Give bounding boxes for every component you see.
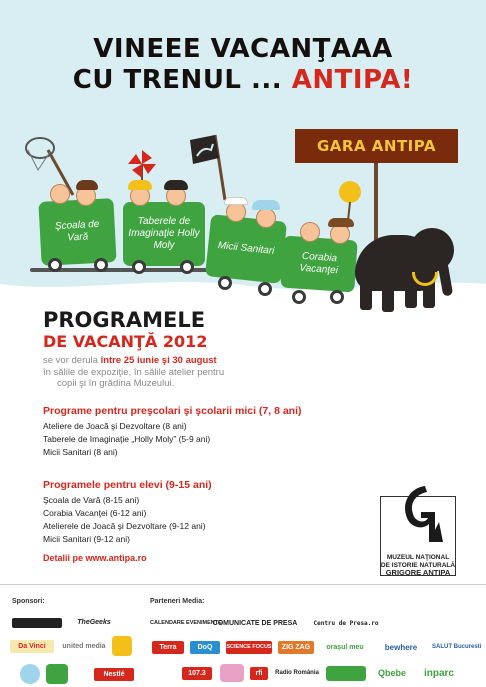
section-title-prescolari: Programe pentru preşcolari şi şcolarii mici (7, 8 ani) xyxy=(43,405,302,417)
partner-logo xyxy=(326,666,366,681)
list-item: Corabia Vacanţei (6-12 ani) xyxy=(43,508,147,518)
partner-logo-terra: Terra xyxy=(152,641,184,654)
train-wheel xyxy=(94,258,108,272)
train-car-corabia-vacantei xyxy=(280,235,357,292)
gara-antipa-sign: GARA ANTIPA xyxy=(295,129,458,163)
intro-prefix: se vor derula xyxy=(43,355,101,366)
kid-face xyxy=(330,224,350,244)
intro-dates: între 25 iunie şi 30 august xyxy=(100,355,217,366)
list-item: Micii Sanitari (8 ani) xyxy=(43,447,118,457)
train-car-scoala-de-vara xyxy=(38,198,116,266)
partner-logo-qbebe: Qbebe xyxy=(377,668,406,678)
programs-intro xyxy=(43,355,303,390)
kid-face xyxy=(300,222,320,242)
train-wheel xyxy=(330,290,344,304)
headline-line-1: VINEEE VACANŢAAA xyxy=(93,34,393,64)
dinosaur-flag-icon xyxy=(185,130,235,200)
kid-face xyxy=(50,184,70,204)
kid-hair xyxy=(164,180,188,190)
partner-logo-centrudepresa: Centru de Presa.ro xyxy=(313,620,379,627)
partner-logo-inparc: inparc xyxy=(423,668,454,679)
partner-logo-salut: SALUT Bucuresti xyxy=(432,644,482,650)
train-car-label: Şcoala de Vară xyxy=(54,218,100,244)
mammoth-leg xyxy=(405,280,417,308)
museum-name-line-1: MUZEUL NAŢIONAL xyxy=(386,554,450,561)
partners-label: Parteneri Media: xyxy=(150,598,205,605)
train-wheel xyxy=(48,258,62,272)
partner-logo-orasulmeu: oraşul meu xyxy=(326,644,364,651)
train-wheel xyxy=(132,260,146,274)
sponsor-logo-davinci: Da Vinci xyxy=(10,640,54,653)
sponsor-logo xyxy=(46,664,68,684)
kid-hair xyxy=(128,180,152,190)
headline xyxy=(0,34,486,96)
train-car-holly-moly xyxy=(123,202,205,266)
list-item: Micii Sanitari (9-12 ani) xyxy=(43,534,130,544)
train-car-label: Taberele de Imaginaţie Holly Moly xyxy=(128,216,200,251)
section-title-elevi: Programele pentru elevi (9-15 ani) xyxy=(43,479,212,491)
partner-logo xyxy=(220,664,244,682)
kid-hat xyxy=(328,218,354,227)
train-car-label: Micii Sanitari xyxy=(217,240,275,257)
list-item: Atelierele de Joacă şi Dezvoltare (9-12 ani) xyxy=(43,521,206,531)
museum-logo-text xyxy=(380,554,456,577)
train-wheel xyxy=(292,290,306,304)
sponsor-logo-unitedmedia: united media xyxy=(62,643,106,650)
partner-logo-radioromania: Radio România xyxy=(275,670,319,676)
headline-accent: ANTIPA! xyxy=(291,65,414,95)
partner-logo-doq: DoQ xyxy=(190,641,220,654)
sponsor-logo xyxy=(112,636,132,656)
sponsor-logo-nestle: Nestlé xyxy=(94,668,134,681)
list-item: Taberele de Imaginaţie „Holly Moly” (5-9 ani) xyxy=(43,434,211,444)
museum-logo-icon xyxy=(395,482,443,552)
programs-title: PROGRAMELE xyxy=(43,308,206,332)
list-item: Ateliere de Joacă şi Dezvoltare (8 ani) xyxy=(43,421,187,431)
museum-name-line-3: GRIGORE ANTIPA xyxy=(385,568,451,577)
mammoth-leg xyxy=(360,282,372,310)
kid-face xyxy=(256,208,276,228)
train-wheel xyxy=(180,260,194,274)
sponsor-logo xyxy=(20,664,40,684)
museum-name-line-2: DE ISTORIE NATURALĂ xyxy=(380,561,456,569)
partner-logo-bewhere: bewhere xyxy=(384,643,418,652)
partner-logo-calendare: CALENDARE EVENIMENTE xyxy=(150,620,222,626)
train-wheel xyxy=(258,282,272,296)
train-car-label: Corabia Vacanţei xyxy=(298,250,339,277)
kid-face xyxy=(226,202,246,222)
partner-logo-rfi: rfi xyxy=(250,667,268,680)
sponsors-label: Sponsori: xyxy=(12,598,45,605)
partner-logo-comunicate: COMUNICATE DE PRESA xyxy=(212,620,298,627)
intro-line-2: în sălile de expoziţie, în sălile atelier pentru xyxy=(43,366,225,378)
train-car-micii-sanitari xyxy=(205,214,287,284)
details-link[interactable]: Detalii pe www.antipa.ro xyxy=(43,553,147,563)
programs-subtitle: DE VACANŢĂ 2012 xyxy=(43,332,208,351)
headline-line-2-prefix: CU TRENUL ... xyxy=(72,65,292,95)
partner-logo-1073: 107.3 xyxy=(182,667,212,680)
partner-logo-zigzag: ZIG ZAG xyxy=(278,641,314,654)
mammoth-leg xyxy=(382,284,394,312)
headline-line-2 xyxy=(0,65,486,96)
kid-hat xyxy=(224,197,248,205)
kid-hat xyxy=(252,200,280,210)
kid-hair xyxy=(76,180,98,190)
sponsor-logo xyxy=(12,618,62,628)
list-item: Şcoala de Vară (8-15 ani) xyxy=(43,495,140,505)
footer-divider xyxy=(0,584,486,585)
intro-line-3: copii şi în grădina Muzeului. xyxy=(57,378,175,389)
partner-logo-sciencefocus: SCIENCE FOCUS xyxy=(226,641,272,654)
train-wheel xyxy=(218,276,232,290)
sponsor-logo-thegeeks: TheGeeks xyxy=(77,619,111,626)
